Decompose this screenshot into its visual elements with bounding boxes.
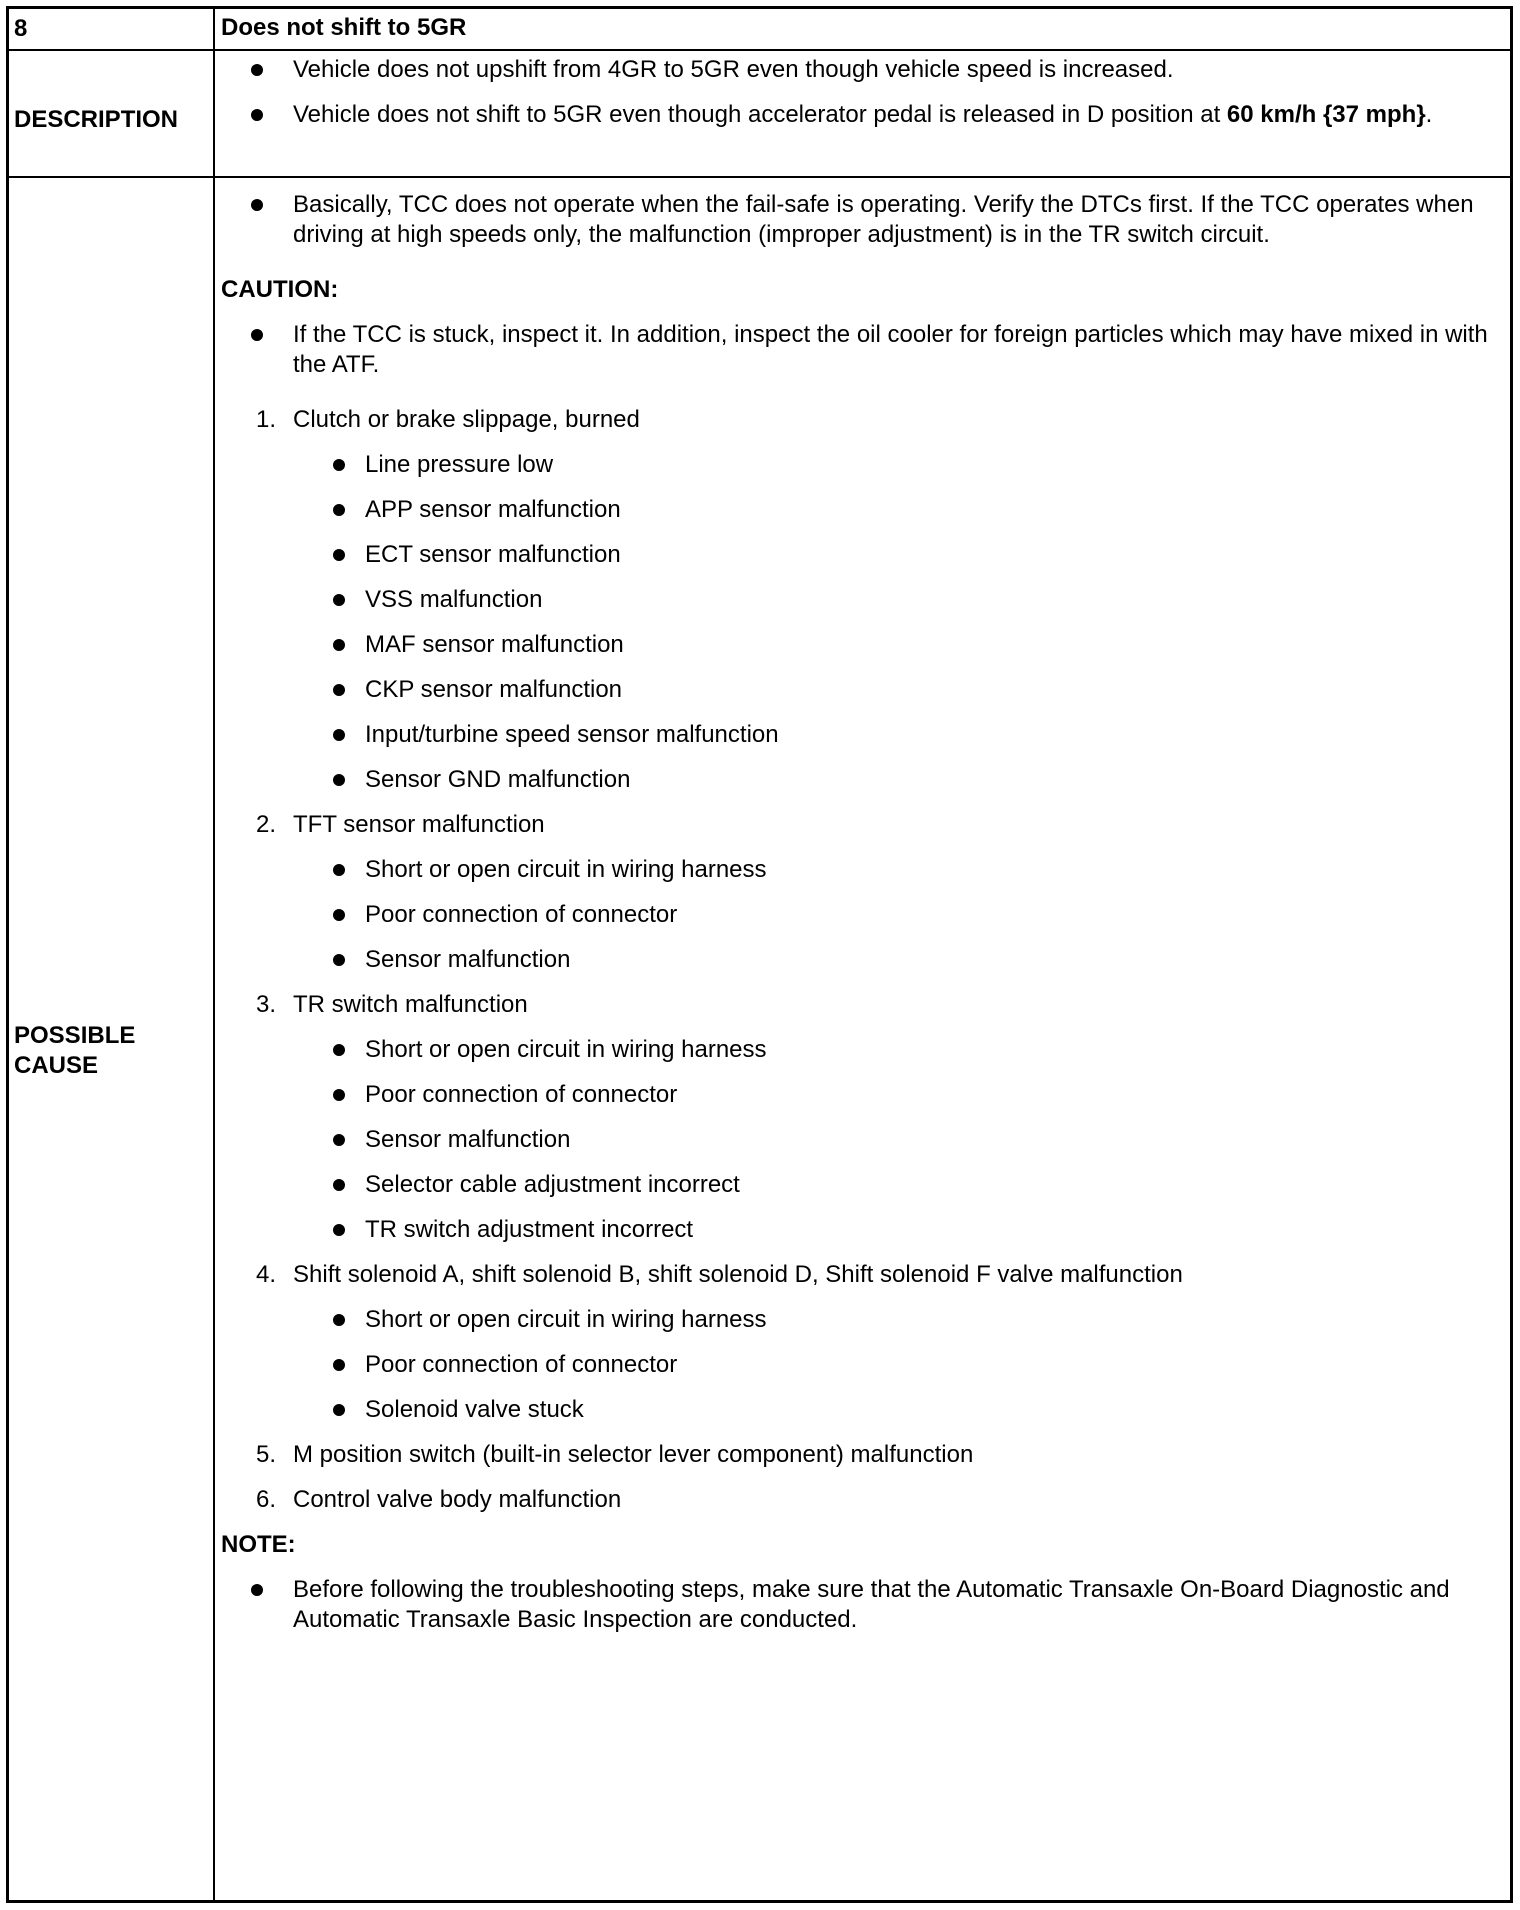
bullet-icon bbox=[333, 864, 345, 876]
troubleshooting-table bbox=[6, 6, 1513, 1903]
bullet-icon bbox=[333, 954, 345, 966]
description-content: Vehicle does not upshift from 4GR to 5GR even though vehicle speed is increased. Vehicle does not shift to 5GR even though accelerator pedal is released in D position at 60 km/h {37 mph}. bbox=[215, 51, 1510, 176]
possible-cause-label-cell bbox=[9, 178, 215, 1900]
bullet-icon bbox=[333, 549, 345, 561]
bullet-icon bbox=[333, 504, 345, 516]
bullet-icon bbox=[251, 109, 263, 121]
bullet-icon bbox=[333, 459, 345, 471]
bullet-icon bbox=[251, 329, 263, 341]
possible-cause-row bbox=[9, 178, 1510, 1900]
bullet-icon bbox=[251, 64, 263, 76]
possible-cause-label: POSSIBLE CAUSE bbox=[14, 1022, 136, 1079]
bullet-icon bbox=[333, 1404, 345, 1416]
cause-item: 2. TFT sensor malfunction bbox=[256, 811, 545, 838]
bullet-icon bbox=[333, 909, 345, 921]
bullet-icon bbox=[333, 684, 345, 696]
bullet-icon bbox=[333, 594, 345, 606]
description-label-cell bbox=[9, 51, 215, 176]
bullet-icon bbox=[251, 1584, 263, 1596]
bullet-icon bbox=[333, 639, 345, 651]
cause-item: 6. Control valve body malfunction bbox=[256, 1486, 622, 1513]
bullet-icon bbox=[251, 199, 263, 211]
bullet-icon bbox=[333, 1314, 345, 1326]
description-row bbox=[9, 51, 1510, 178]
cause-item: 4. Shift solenoid A, shift solenoid B, shift solenoid D, Shift solenoid F valve malfunction bbox=[256, 1261, 1183, 1288]
caution-label: CAUTION: bbox=[221, 276, 339, 303]
symptom-title: Does not shift to 5GR bbox=[221, 14, 467, 41]
bullet-icon bbox=[333, 774, 345, 786]
bullet-icon bbox=[333, 729, 345, 741]
cause-item: 1. Clutch or brake slippage, burned bbox=[256, 406, 640, 433]
note-label: NOTE: bbox=[221, 1531, 296, 1558]
cause-item: 5. M position switch (built-in selector lever component) malfunction bbox=[256, 1441, 974, 1468]
item-number: 8 bbox=[9, 9, 215, 49]
bullet-icon bbox=[333, 1179, 345, 1191]
cause-item: 3. TR switch malfunction bbox=[256, 991, 528, 1018]
possible-cause-content: Basically, TCC does not operate when the fail-safe is operating. Verify the DTCs first. If the TCC operates when driving at high speeds only, the malfunction (improper adjustment) is in the TR switch circuit. CAUTION: If the TCC is stuck, inspect it. In addition, inspect the oil cooler for foreign particles which may have mixed in with the ATF. 1. Clutch or brake slippage, burned Line pressure low APP sensor malfunction ECT sensor malfunction VSS malfunction MAF sensor malfunction CKP sensor malfunction Input/turbine speed sensor malfunction Sensor GND malfunction 2. TFT sensor malfunction Short or open circuit in wiring harness Poor connection of connector Sensor malfunction 3. TR switch malfunction Short or open circuit in wiring harness Poor connection of connector Sensor malfunction Selector cable adjustment incorrect TR switch adjustment incorrect 4. Shift solenoid A, shift solenoid B, shift solenoid D, Shift solenoid F valve malfunction Short or open circuit in wiring harness Poor connection of connector Solenoid valve stuck 5. M position switch (built-in selector lever component) malfunction 6. Control valve body malfunction NOTE: Before following the troubleshooting steps, make sure that the Automatic Transaxle On-Board Diagnostic and Automatic Transaxle Basic Inspection are conducted. bbox=[221, 191, 1488, 1633]
description-label: DESCRIPTION bbox=[14, 106, 179, 133]
bullet-icon bbox=[333, 1224, 345, 1236]
bullet-icon bbox=[333, 1089, 345, 1101]
bullet-icon bbox=[333, 1134, 345, 1146]
bullet-icon bbox=[333, 1044, 345, 1056]
table-header-row bbox=[9, 9, 1510, 51]
bullet-icon bbox=[333, 1359, 345, 1371]
